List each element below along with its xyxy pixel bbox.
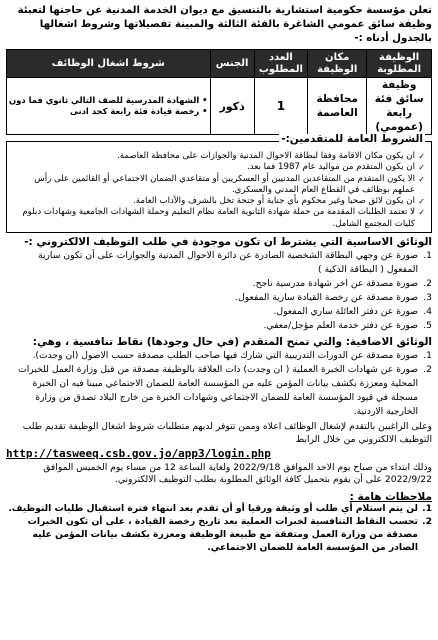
list-item: 2. صورة مصدقة عن اخر شهادة مدرسية ناجح.: [252, 278, 432, 290]
cell-conditions: [7, 78, 211, 135]
header-place: مكان الوظيفة: [308, 50, 367, 78]
list-item: 2. صورة عن شهادات الخبرة العملية ( ان وجدت) ذات العلاقة بالوظيفة مصدقة من قبل وزارة العمل للخبرات المحلية ومعززة بكشف بيانات المؤمن عليه من المؤسسة العامة للضمان الاجتماعي مبينا فيه ان الخبرة مسجلة في قيود المؤسسة العامة للضمان الاجتماعي وشهادات الخبرة من خارج البلاد تصدق من وزارة الخارجية الاردنية.: [18, 364, 432, 418]
list-item: ✓ ان يكون لائق صحيا وغير محكوم بأي جناية أو جنحة تخل بالشرف والآداب العامة.: [133, 196, 425, 207]
cell-gender: ذكور: [210, 78, 254, 135]
list-item: 1. صورة عن وجهي البطاقة الشخصية الصادرة عن دائرة الاحوال المدنية والجوازات على أن تكون سارية المفعول ( البطاقة الذكية ): [38, 250, 432, 276]
apply-instructions: وعلى الراغبين بالتقدم لإشغال الوظائف اعلاه وممن تتوفر لديهم متطلبات شروط اشغال الوظيفة تقديم طلب التوظيف الالكتروني من خلال الرابط: [22, 421, 432, 445]
list-item: ✓ الا يكون المتقدم من المتقاعدين المدنيين أو العسكريين أو متقاعدي الضمان الاجتماعي أو القائمين على رأس عملهم بوظائف في القطاع العام المدني والعسكري.: [34, 173, 425, 195]
list-item: 4. صورة عن دفتر العائلة ساري المفعول.: [273, 306, 432, 318]
table-header-row: [7, 50, 432, 78]
header-job: الوظيفة المطلوبة: [367, 50, 432, 78]
notes-title: ملاحظات هامة :: [349, 491, 432, 504]
list-item: ✓ ان يكون المتقدم من مواليد عام 1987 فما بعد.: [247, 162, 425, 173]
cell-count: 1: [254, 78, 307, 135]
list-item: 3. صورة مصدقة عن رخصة القيادة سارية المفعول.: [235, 292, 432, 304]
header-gender: الجنس: [210, 50, 254, 78]
header-count: العدد المطلوب: [254, 50, 307, 78]
documents-title: الوثائق الاساسية التي يشترط ان تكون موجودة في طلب التوظيف الالكتروني :-: [24, 236, 432, 249]
bullet-icon: ✓: [418, 163, 425, 173]
general-conditions-title: الشروط العامة للمتقدمين:-: [281, 133, 423, 145]
bullet-icon: ✓: [418, 152, 425, 161]
extra-documents-title: الوثائق الاضافية: والتي تمنح المتقدم (في حال وجودها) نقاط تنافسية ، وهي:: [32, 336, 432, 349]
table-row: [7, 78, 432, 135]
list-item: ✓ لا تعتمد الطلبات المقدمة من حملة شهادة الثانوية العامة نظام التعليم وحملة الشهادات الجامعية وشهادات دبلوم كليات المجتمع الشامل.: [22, 207, 425, 229]
condition-item: • الشهادة المدرسية للصف التالي ثانوي فما دون: [9, 95, 208, 105]
jobs-table: [6, 49, 432, 135]
intro-paragraph: تعلن مؤسسة حكومية استشارية بالتنسيق مع ديوان الخدمة المدنية عن حاجتها لتعبئة وظيفة سائق عمومي الشاغرة بالفئة الثالثة والمبينة تفصيلاتها وشروط اشغالها بالجدول أدناه :-: [17, 5, 432, 44]
list-item: 5. صورة عن دفتر خدمة العلم مؤجل/معفي.: [263, 320, 432, 332]
cell-place: محافظة العاصمة: [308, 78, 367, 135]
list-item: ✓ ان يكون مكان الاقامة وفقا لبطاقة الاحوال المدنية والجوازات على محافظة العاصمة.: [117, 151, 425, 161]
general-conditions-box: [6, 133, 432, 233]
list-item: 1. صورة مصدقة عن الدورات التدريبية التي شارك فيها صاحب الطلب مصدقة حسب الاصول (ان وجدت).: [32, 350, 432, 362]
list-item: 2. تحسب النقاط التنافسية لخبرات العملية بعد تاريخ رخصة القيادة ، على أن تكون الخبرات مصدقة من وزارة العمل ومتفقة مع طبيعة الوظيفة ومعززة بكشف بيانات المؤمن عليه الصادر من المؤسسة العامة للضمان الاجتماعي.: [27, 516, 432, 553]
cell-job: وظيفة سائق فئة رابعة (عمومي): [367, 78, 432, 135]
header-conditions: شروط اشغال الوظائف: [7, 50, 211, 78]
list-item: 1. لن يتم استلام أي طلب أو وثيقة ورقيا أو أن تقدم بعد انتهاء فترة استقبال طلبات التوظيف.: [8, 503, 432, 515]
condition-item: • رخصة قيادة فئة رابعة كحد ادنى: [70, 106, 208, 116]
bullet-icon: ✓: [418, 174, 425, 184]
apply-link[interactable]: http://tasweeq.csb.gov.jo/app3/login.php: [6, 446, 271, 460]
apply-dates: وذلك ابتداء من صباح يوم الاحد الموافق 2022/9/18 ولغاية الساعة 12 من مساء يوم الخميس الموافق 2022/9/22 على أن يقوم بتحميل كافة الوثائق المطلوبة بطلب التوظيف الالكتروني.: [43, 461, 432, 486]
bullet-icon: ✓: [418, 197, 425, 207]
bullet-icon: ✓: [418, 208, 425, 218]
